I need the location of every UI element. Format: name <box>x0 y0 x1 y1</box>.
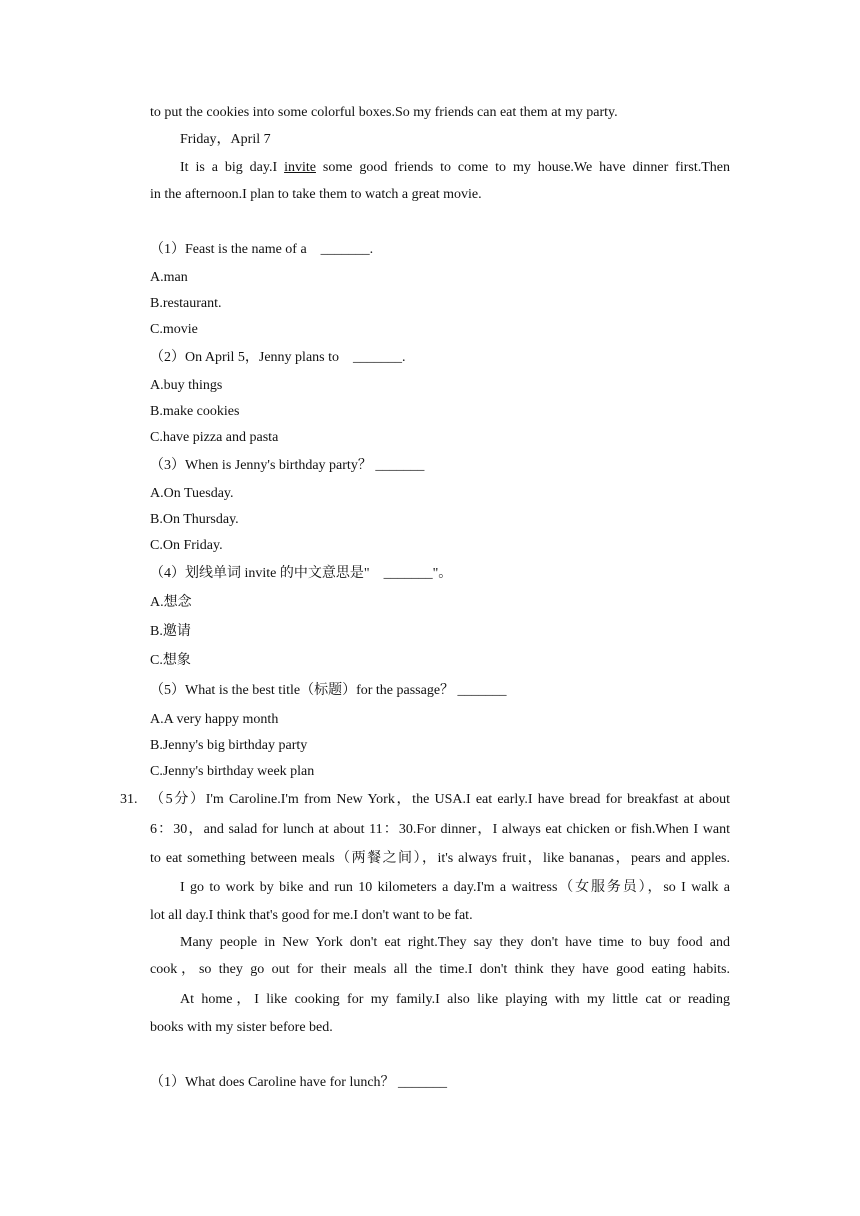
option-a: A.On Tuesday. <box>150 486 234 501</box>
q31-paragraph1-line3: to eat something between meals（两餐之间），it's always fruit，like bananas，pears and apples. <box>150 851 730 866</box>
friday-paragraph-line1 <box>180 158 730 178</box>
q31-paragraph3-line1: Many people in New York don't eat right.They say they don't have time to buy food and <box>180 935 730 950</box>
underlined-word-invite: invite <box>284 160 316 175</box>
question-stem: （3）When is Jenny's birthday party？ _______ <box>150 458 425 473</box>
option-b: B.restaurant. <box>150 296 222 311</box>
q31-paragraph4-line2: books with my sister before bed. <box>150 1020 333 1035</box>
passage-line: to put the cookies into some colorful boxes.So my friends can eat them at my party. <box>150 105 618 120</box>
option-c: C.想象 <box>150 653 191 668</box>
q31-paragraph1-line1: （5分）I'm Caroline.I'm from New York，the USA.I eat early.I have bread for breakfast at about <box>150 792 730 807</box>
option-b: B.make cookies <box>150 404 240 419</box>
option-c: C.movie <box>150 322 198 337</box>
friday-paragraph-line2: in the afternoon.I plan to take them to watch a great movie. <box>150 187 482 202</box>
question-stem: （2）On April 5，Jenny plans to _______. <box>150 350 406 365</box>
friday-text-pre: It is a big day.I <box>180 160 285 175</box>
q31-paragraph3-line2: cook，so they go out for their meals all the time.I don't think they have good eating habits. <box>150 962 730 977</box>
option-c: C.have pizza and pasta <box>150 430 279 445</box>
question-stem: （1）Feast is the name of a _______. <box>150 242 374 257</box>
option-b: B.邀请 <box>150 624 191 639</box>
option-a: A.想念 <box>150 595 192 610</box>
option-c: C.Jenny's birthday week plan <box>150 764 315 779</box>
question-stem: （4）划线单词 invite 的中文意思是" _______"。 <box>150 566 453 581</box>
option-a: A.man <box>150 270 188 285</box>
option-b: B.On Thursday. <box>150 512 239 527</box>
friday-text-post: some good friends to come to my house.We have dinner first.Then <box>315 160 730 175</box>
option-b: B.Jenny's big birthday party <box>150 738 308 753</box>
question-number: 31. <box>120 792 138 807</box>
option-a: A.buy things <box>150 378 223 393</box>
question-stem: （5）What is the best title（标题）for the passage？ _______ <box>150 683 507 698</box>
friday-heading: Friday，April 7 <box>180 132 271 147</box>
option-a: A.A very happy month <box>150 712 279 727</box>
option-c: C.On Friday. <box>150 538 223 553</box>
q31-paragraph1-line2: 6：30，and salad for lunch at about 11：30.For dinner，I always eat chicken or fish.When I want <box>150 822 730 837</box>
q31-paragraph2-line1: I go to work by bike and run 10 kilometers a day.I'm a waitress（女服务员），so I walk a <box>180 880 730 895</box>
q31-paragraph4-line1: At home，I like cooking for my family.I also like playing with my little cat or reading <box>180 992 730 1007</box>
question-stem: （1）What does Caroline have for lunch？ _______ <box>150 1075 448 1090</box>
q31-paragraph2-line2: lot all day.I think that's good for me.I don't want to be fat. <box>150 908 473 923</box>
